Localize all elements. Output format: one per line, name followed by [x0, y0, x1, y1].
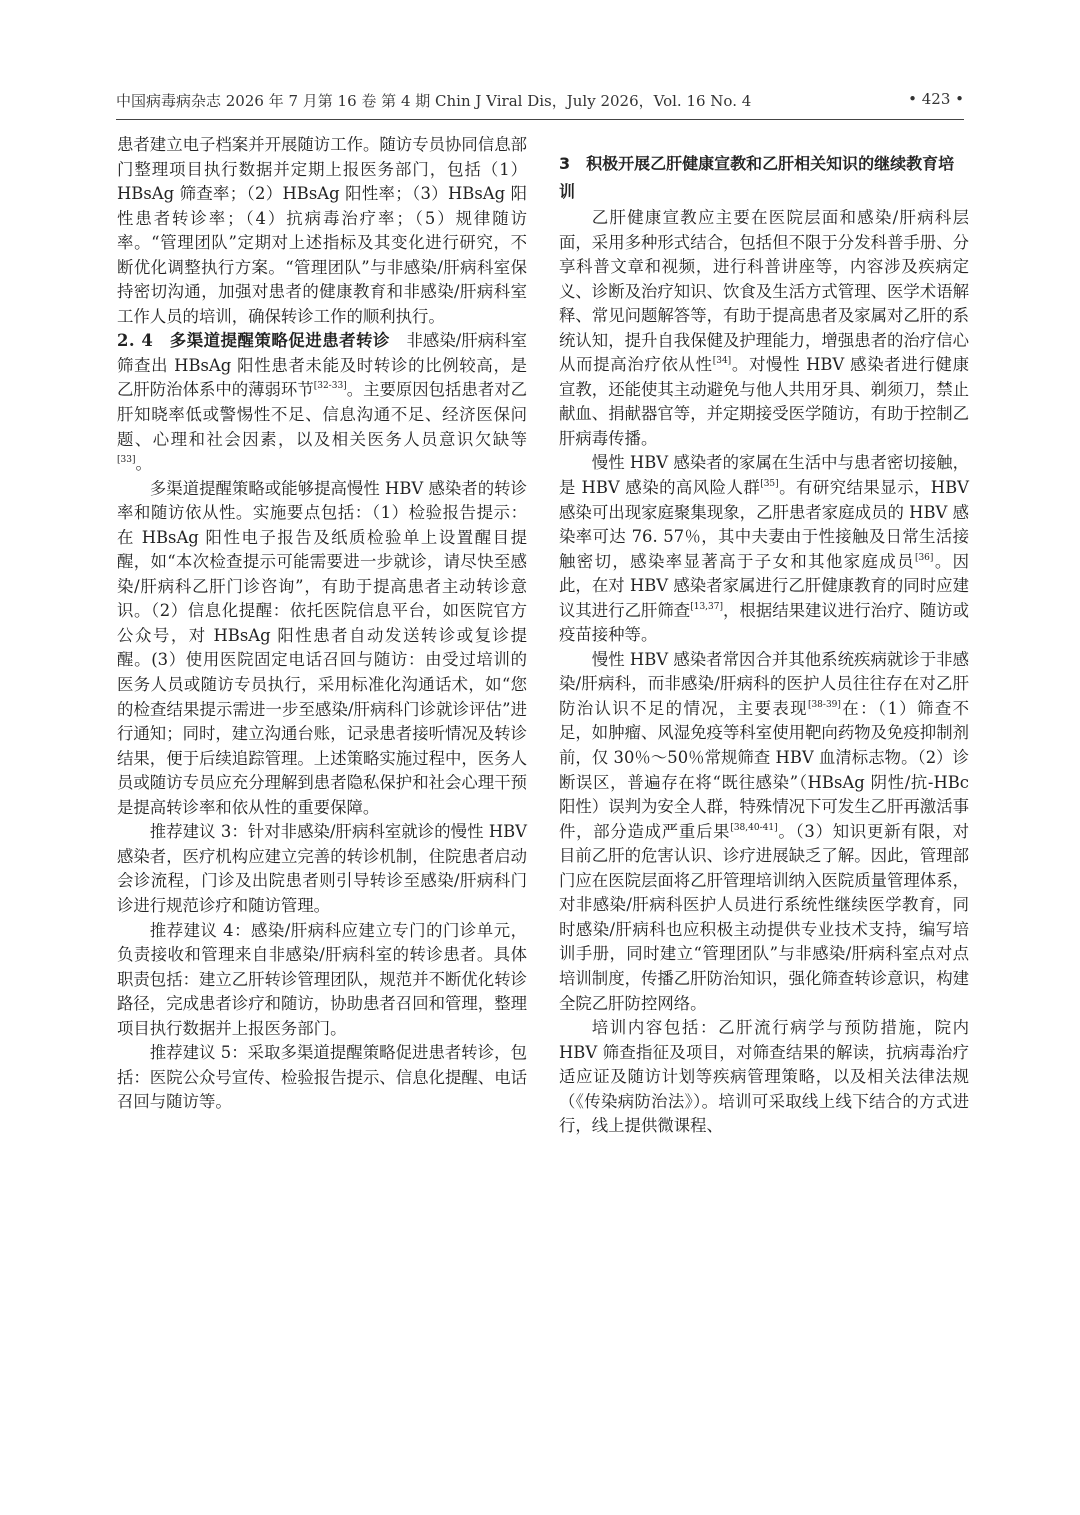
citation: [36]	[914, 552, 934, 563]
paragraph-text: 乙肝健康宣教应主要在医院层面和感染/肝病科层面，采用多种形式结合，包括但不限于分发科普手册、分享科普文章和视频，进行科普讲座等，内容涉及疾病定义、诊断及治疗知识、饮食及生活方式管理、医学术语解释、常见问题解答等，有助于提高患者及家属对乙肝的系统认知，提升自我保健及护理能力，增强患者的治疗信心从而提高治疗依从性	[559, 208, 969, 375]
paragraph-non-infection-depts	[559, 648, 969, 1016]
citation: [38,40-41]	[730, 822, 778, 833]
section-text: 。	[135, 454, 152, 474]
citation: [33]	[117, 455, 136, 466]
citation: [35]	[760, 479, 779, 490]
section-text: 非感染/肝病科室筛查出 HBsAg 阳性患者未能及时转诊的比例较高，是乙肝防治体系中的薄弱环节	[117, 331, 528, 400]
section-2-4	[117, 329, 527, 476]
running-header	[116, 90, 964, 114]
paragraph-text: 。（3）知识更新有限，对目前乙肝的危害认识、诊疗进展缺乏了解。因此，管理部门应在医院层面将乙肝管理培训纳入医院质量管理体系，对非感染/肝病科医护人员进行系统性继续医学教育，同时感染/肝病科也应积极主动提供专业技术支持，编写培训手册，同时建立“管理团队”与非感染/肝病科室点对点培训制度，传播乙肝防治知识，强化筛查转诊意识，构建全院乙肝防控网络。	[559, 821, 969, 1013]
section-number: 2. 4	[117, 331, 154, 351]
paragraph-strategy: 多渠道提醒策略或能够提高慢性 HBV 感染者的转诊率和随访依从性。实施要点包括：（1）检验报告提示：在 HBsAg 阳性电子报告及纸质检验单上设置醒目提醒，如“本次检查提示可能需要进一步就诊，请尽快至感染/肝病科乙肝门诊咨询”，有助于提高患者主动转诊意识。（2）信息化提醒：依托医院信息平台，如医院官方公众号，对 HBsAg 阳性患者自动发送转诊或复诊提醒。(3）使用医院固定电话召回与随访：由受过培训的医务人员或随访专员执行，采用标准化沟通话术，如“您的检查结果提示需进一步至感染/肝病科门诊就诊评估”进行通知；同时，建立沟通台账，记录患者接听情况及转诊结果，便于后续追踪管理。上述策略实施过程中，医务人员或随访专员应充分理解到患者隐私保护和社会心理干预是提高转诊率和依从性的重要保障。	[117, 478, 527, 817]
paragraph-text: 。对慢性 HBV 感染者进行健康宣教，还能使其主动避免与他人共用牙具、剃须刀，禁止献血、捐献器官等，并定期接受医学随访，有助于控制乙肝病毒传播。	[559, 355, 969, 448]
recommendation-3: 推荐建议 3：针对非感染/肝病科室就诊的慢性 HBV 感染者，医疗机构应建立完善的转诊机制，住院患者启动会诊流程，门诊及出院患者则引导转诊至感染/肝病科门诊进行规范诊疗和随访管理。	[117, 822, 527, 915]
recommendation-5: 推荐建议 5：采取多渠道提醒策略促进患者转诊，包括：医院公众号宣传、检验报告提示、信息化提醒、电话召回与随访等。	[117, 1043, 527, 1112]
section-text: 。主要原因包括患者对乙肝知晓率低或警惕性不足、信息沟通不足、经济医保问题、心理和社会因素，以及相关医务人员意识欠缺等	[117, 380, 528, 449]
section-3-title: 3 积极开展乙肝健康宣教和乙肝相关知识的继续教育培训	[559, 154, 955, 201]
header-rule	[116, 119, 964, 120]
recommendation-4: 推荐建议 4：感染/肝病科应建立专门的门诊单元，负责接收和管理来自非感染/肝病科室的转诊患者。具体职责包括：建立乙肝转诊管理团队，规范并不断优化转诊路径，完成患者诊疗和随访，协助患者召回和管理，整理项目执行数据并上报医务部门。	[117, 920, 527, 1038]
citation: [34]	[712, 356, 732, 367]
paragraph-training-content: 培训内容包括：乙肝流行病学与预防措施，院内 HBV 筛查指征及项目，对筛查结果的解读，抗病毒治疗适应证及随访计划等疾病管理策略，以及相关法律法规（《传染病防治法》）。培训可采取线上线下结合的方式进行，线上提供微课程、	[559, 1018, 969, 1136]
journal-citation: 中国病毒病杂志 2026 年 7 月第 16 卷 第 4 期 Chin J Viral Dis，July 2026，Vol. 16 No. 4	[116, 92, 752, 110]
paragraph-family	[559, 451, 969, 647]
paragraph-text: 慢性 HBV 感染者常因合并其他系统疾病就诊于非感染/肝病科，而非感染/肝病科的医护人员往往存在对乙肝防治认识不足的情况，主要表现	[559, 649, 969, 718]
page-number: • 423 •	[908, 90, 964, 108]
citation: [32-33]	[313, 381, 347, 392]
paragraph-health-education	[559, 206, 969, 451]
left-column	[117, 133, 527, 1115]
paragraph-text: 在：（1）筛查不足，如肿瘤、风湿免疫等科室使用靶向药物及免疫抑制剂前，仅 30％～50％常规筛查 HBV 血清标志物。（2）诊断误区，普遍存在将“既往感染”（HBsAg 阴性/抗-HBc 阳性）误判为安全人群，特殊情况下可发生乙肝再激活事件，部分造成严重后果	[559, 698, 969, 841]
paragraph-text: 。有研究结果显示，HBV 感染可出现家庭聚集现象，乙肝患者家庭成员的 HBV 感染率可达 76. 57％，其中夫妻由于性接触及日常生活接触密切，感染率显著高于子女和其他家庭成员	[559, 478, 969, 571]
right-column	[559, 150, 969, 1139]
paragraph-continuation: 患者建立电子档案并开展随访工作。随访专员协同信息部门整理项目执行数据并定期上报医务部门，包括（1）HBsAg 筛查率；（2）HBsAg 阳性率；（3）HBsAg 阳性患者转诊率；（4）抗病毒治疗率；（5）规律随访率。“管理团队”定期对上述指标及其变化进行研究，不断优化调整执行方案。“管理团队”与非感染/肝病科室保持密切沟通，加强对患者的健康教育和非感染/肝病科室工作人员的培训，确保转诊工作的顺利执行。	[117, 135, 527, 326]
citation: [38-39]	[807, 699, 841, 710]
paragraph-text: ，根据结果建议进行治疗、随访或疫苗接种等。	[559, 600, 970, 645]
paragraph-text: 。因此，在对 HBV 感染者家属进行乙肝健康教育的同时应建议其进行乙肝筛查	[559, 551, 970, 620]
paragraph-text: 慢性 HBV 感染者的家属在生活中与患者密切接触，是 HBV 感染的高风险人群	[559, 453, 969, 498]
citation: [13,37]	[690, 601, 723, 612]
section-heading: 多渠道提醒策略促进患者转诊	[169, 331, 390, 351]
